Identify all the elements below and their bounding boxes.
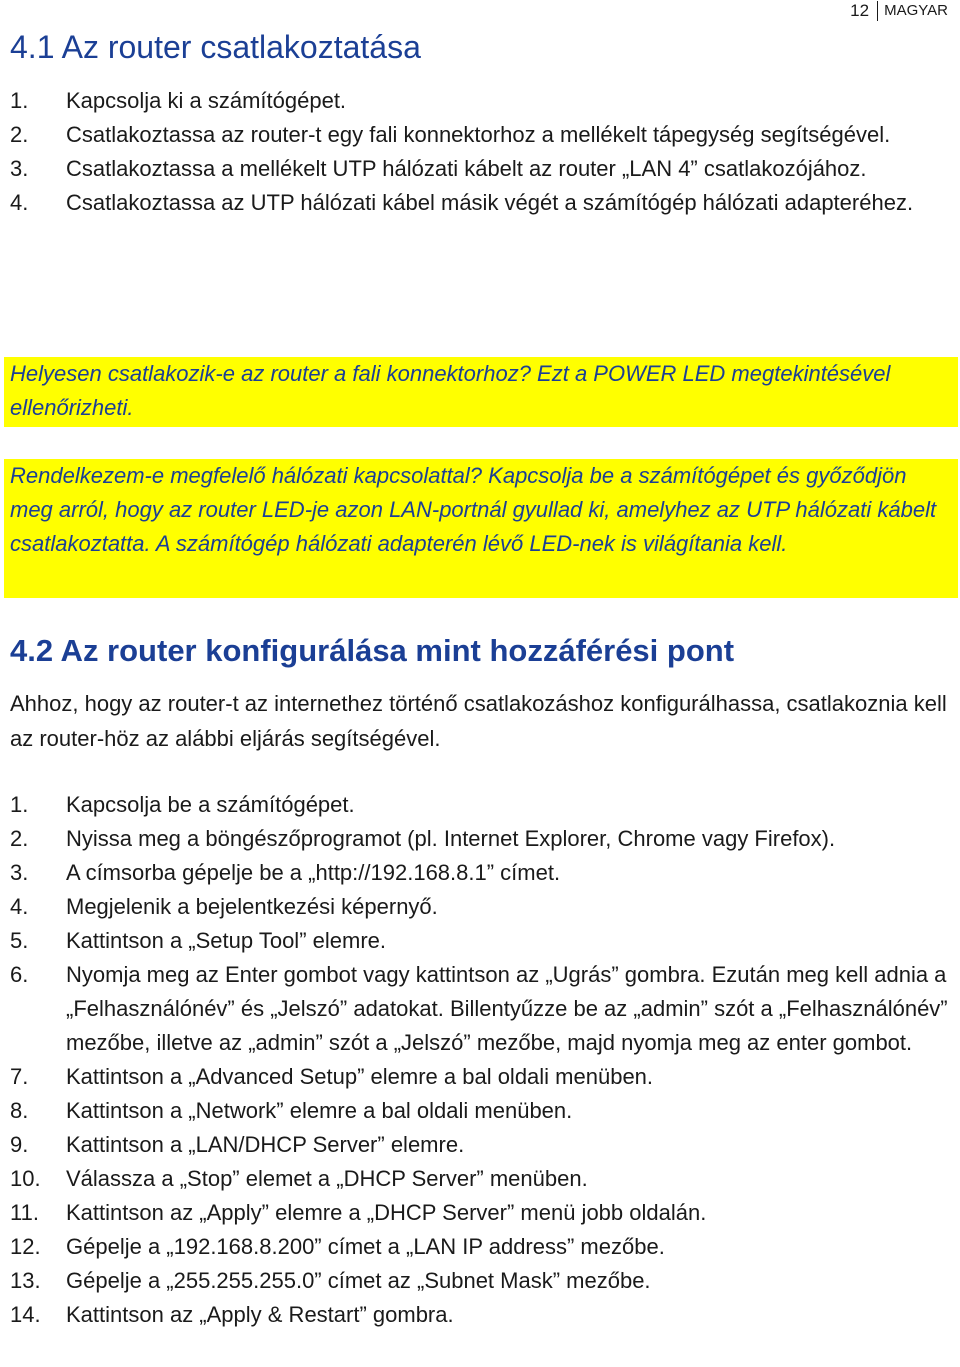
list-item bbox=[10, 856, 948, 890]
step-number: 12. bbox=[10, 1234, 41, 1259]
list-item bbox=[10, 152, 948, 186]
list-item bbox=[10, 1230, 948, 1264]
step-text: Kapcsolja be a számítógépet. bbox=[66, 792, 355, 817]
step-text: Válassza a „Stop” elemet a „DHCP Server” menüben. bbox=[66, 1166, 588, 1191]
step-number: 6. bbox=[10, 962, 29, 987]
list-item bbox=[10, 186, 948, 220]
step-number: 4. bbox=[10, 190, 29, 215]
step-number: 2. bbox=[10, 826, 29, 851]
network-connection-note: Rendelkezem-e megfelelő hálózati kapcsolattal? Kapcsolja be a számítógépet és győződjön meg arról, hogy az router LED-je azon LAN-portnál gyullad ki, amelyhez az UTP hálózati kábelt csatlakoztatta. A számítógép hálózati adapterén lévő LED-nek is világítania kell. bbox=[4, 459, 958, 598]
step-number: 10. bbox=[10, 1166, 41, 1191]
step-text: Kattintson a „Network” elemre a bal oldali menüben. bbox=[66, 1098, 573, 1123]
intro-paragraph: Ahhoz, hogy az router-t az internethez történő csatlakozáshoz konfigurálhassa, csatlakoznia kell az router-höz az alábbi eljárás segítségével. bbox=[10, 691, 947, 751]
step-number: 3. bbox=[10, 156, 29, 181]
list-item bbox=[10, 890, 948, 924]
power-led-note: Helyesen csatlakozik-e az router a fali konnektorhoz? Ezt a POWER LED megtekintésével ellenőrizheti. bbox=[4, 357, 958, 427]
step-text: Nyissa meg a böngészőprogramot (pl. Internet Explorer, Chrome vagy Firefox). bbox=[66, 826, 836, 851]
list-item bbox=[10, 788, 948, 822]
list-item bbox=[10, 1264, 948, 1298]
list-item bbox=[10, 1162, 948, 1196]
section-title-4-1: 4.1 Az router csatlakoztatása bbox=[10, 29, 421, 65]
step-text: Csatlakoztassa az router-t egy fali konnektorhoz a mellékelt tápegység segítségével. bbox=[66, 122, 891, 147]
step-text: Kattintson a „Setup Tool” elemre. bbox=[66, 928, 386, 953]
list-item bbox=[10, 84, 948, 118]
list-item bbox=[10, 1060, 948, 1094]
list-item bbox=[10, 924, 948, 958]
step-text: Nyomja meg az Enter gombot vagy kattintson az „Ugrás” gombra. Ezután meg kell adnia a „Felhasználónév” és „Jelszó” adatokat. Billentyűzze be az „admin” szót a „Felhasználónév” mezőbe, illetve az „admin” szót a „Jelszó” mezőbe, majd nyomja meg az enter gombot. bbox=[66, 962, 948, 1055]
step-number: 7. bbox=[10, 1064, 29, 1089]
step-number: 5. bbox=[10, 928, 29, 953]
list-item bbox=[10, 1094, 948, 1128]
step-text: Kapcsolja ki a számítógépet. bbox=[66, 88, 347, 113]
step-text: Kattintson az „Apply & Restart” gombra. bbox=[66, 1302, 454, 1327]
configuration-steps bbox=[10, 788, 948, 1332]
step-number: 11. bbox=[10, 1200, 39, 1225]
list-item bbox=[10, 1128, 948, 1162]
step-number: 1. bbox=[10, 88, 29, 113]
list-item bbox=[10, 118, 948, 152]
step-text: Kattintson a „LAN/DHCP Server” elemre. bbox=[66, 1132, 465, 1157]
step-number: 13. bbox=[10, 1268, 41, 1293]
step-number: 2. bbox=[10, 122, 29, 147]
step-number: 4. bbox=[10, 894, 29, 919]
step-text: Megjelenik a bejelentkezési képernyő. bbox=[66, 894, 438, 919]
step-number: 14. bbox=[10, 1302, 41, 1327]
list-item bbox=[10, 958, 948, 1060]
step-number: 1. bbox=[10, 792, 29, 817]
list-item bbox=[10, 1298, 948, 1332]
step-text: Csatlakoztassa az UTP hálózati kábel másik végét a számítógép hálózati adapteréhez. bbox=[66, 190, 914, 215]
step-text: A címsorba gépelje be a „http://192.168.8.1” címet. bbox=[66, 860, 561, 885]
list-item bbox=[10, 822, 948, 856]
step-number: 9. bbox=[10, 1132, 29, 1157]
step-text: Gépelje a „255.255.255.0” címet az „Subnet Mask” mezőbe. bbox=[66, 1268, 651, 1293]
step-text: Csatlakoztassa a mellékelt UTP hálózati kábelt az router „LAN 4” csatlakozójához. bbox=[66, 156, 867, 181]
section-title-4-2: 4.2 Az router konfigurálása mint hozzáférési pont bbox=[10, 633, 735, 668]
list-item bbox=[10, 1196, 948, 1230]
step-number: 3. bbox=[10, 860, 29, 885]
page-header bbox=[850, 0, 948, 22]
step-number: 8. bbox=[10, 1098, 29, 1123]
step-text: Kattintson a „Advanced Setup” elemre a bal oldali menüben. bbox=[66, 1064, 654, 1089]
connection-steps bbox=[10, 84, 948, 220]
language-label: MAGYAR bbox=[884, 2, 948, 19]
step-text: Gépelje a „192.168.8.200” címet a „LAN IP address” mezőbe. bbox=[66, 1234, 665, 1259]
step-text: Kattintson az „Apply” elemre a „DHCP Server” menü jobb oldalán. bbox=[66, 1200, 707, 1225]
page-number: 12 bbox=[850, 1, 878, 21]
